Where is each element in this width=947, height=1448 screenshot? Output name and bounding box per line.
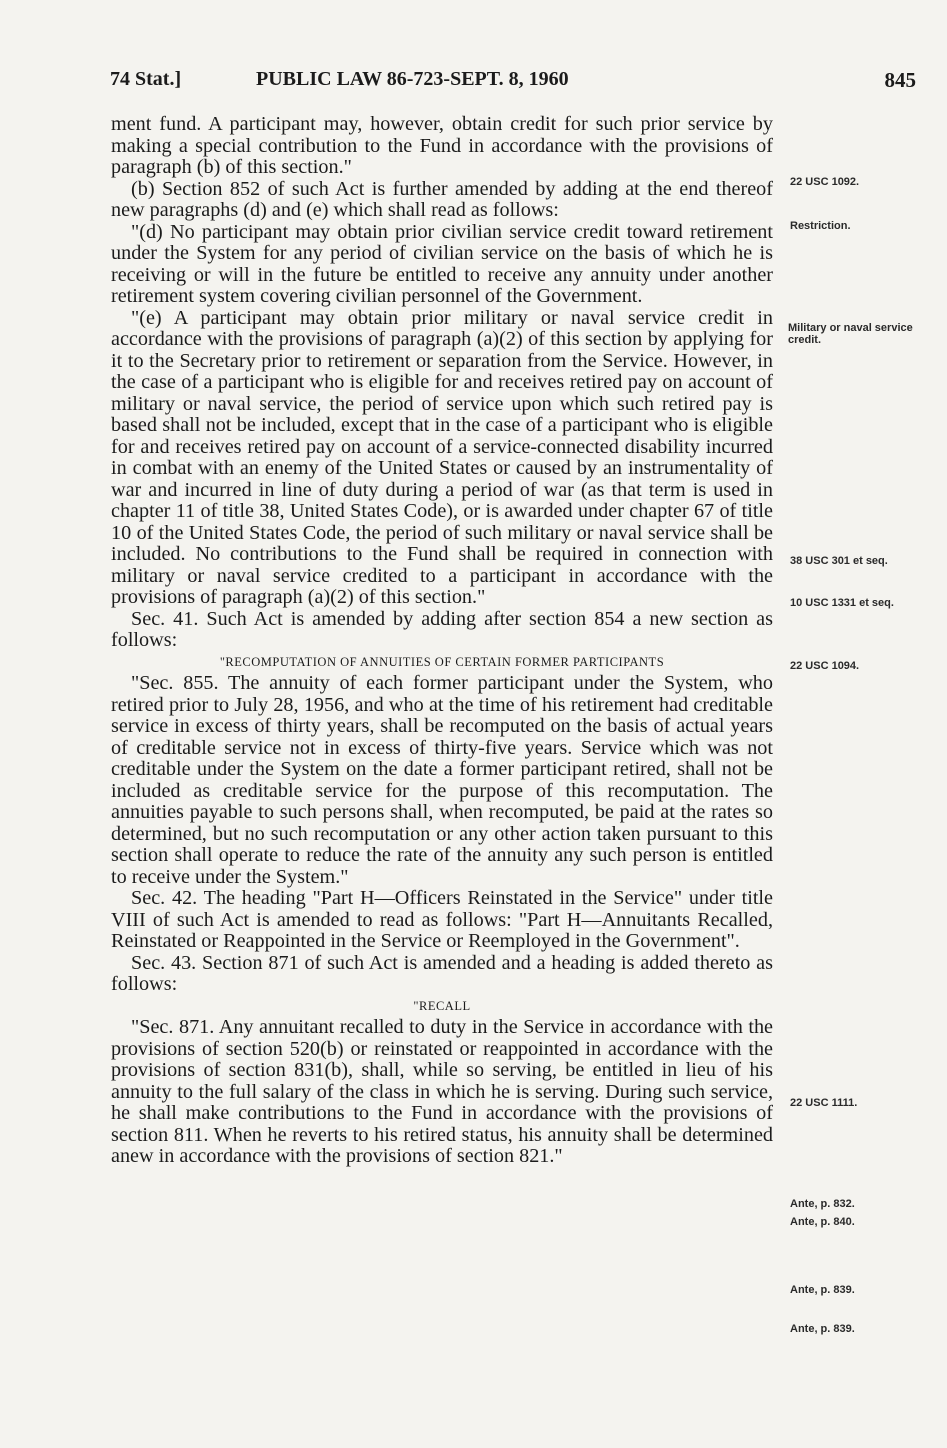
margin-note-ante-839-a: Ante, p. 839. [790,1284,855,1296]
paragraph-continuation: ment fund. A participant may, however, obtain credit for such prior service by making a special contribution to the Fund in accordance with the provisions of paragraph (b) of this section." [111,113,773,178]
margin-note-22-usc-1094: 22 USC 1094. [790,660,860,672]
margin-note-ante-840: Ante, p. 840. [790,1216,855,1228]
margin-note-38-usc-301: 38 USC 301 et seq. [790,555,888,567]
running-title: PUBLIC LAW 86-723-SEPT. 8, 1960 [256,68,569,90]
margin-note-military-service-credit: Military or naval service credit. [788,322,913,346]
margin-note-restriction: Restriction. [790,220,851,232]
heading-recomputation: "RECOMPUTATION OF ANNUITIES OF CERTAIN FORMER PARTICIPANTS [219,654,665,669]
statute-volume: 74 Stat.] [110,68,182,90]
heading-recall: "RECALL [413,998,471,1013]
paragraph-e: "(e) A participant may obtain prior military or naval service credit in accordance with the provisions of paragraph (a)(2) of this section by applying for it to the Secretary prior to retirement or separation from the Service. However, in the case of a participant who is eligible for and receives retired pay on account of military or naval service, the period of service upon which such retired pay is based shall not be included, except that in the case of a participant who is eligible for and receives retired pay on account of a service-connected disability incurred in combat with an enemy of the United States or caused by an instrumentality of war and incurred in line of duty during a period of war (as that term is used in chapter 11 of title 38, United States Code), or is awarded under chapter 67 of title 10 of the United States Code, the period of such military or naval service shall be included. No contributions to the Fund shall be required in connection with military or naval service credited to a participant in accordance with the provisions of paragraph (a)(2) of this section." [111,306,773,608]
margin-note-ante-832: Ante, p. 832. [790,1198,855,1210]
section-43: Sec. 43. Section 871 of such Act is amended and a heading is added thereto as follows: [111,951,773,995]
margin-note-10-usc-1331: 10 USC 1331 et seq. [790,597,894,609]
section-42: Sec. 42. The heading "Part H—Officers Reinstated in the Service" under title VIII of such Act is amended to read as follows: "Part H—Annuitants Recalled, Reinstated or Reappointed in the Service or Reemployed in the Government". [111,887,773,952]
section-871: "Sec. 871. Any annuitant recalled to duty in the Service in accordance with the provisions of section 520(b) or reinstated or reappointed in accordance with the provisions of section 831(b), shall, while so serving, be entitled in lieu of his annuity to the full salary of the class in which he is serving. During such service, he shall make contributions to the Fund in accordance with the provisions of section 811. When he reverts to his retired status, his annuity shall be determined anew in accordance with the provisions of section 821." [111,1016,773,1167]
paragraph-d: "(d) No participant may obtain prior civilian service credit toward retirement under the System for any period of civilian service on the basis of which he is receiving or will in the future be entitled to receive any annuity under another retirement system covering civilian personnel of the Government. [111,220,773,307]
paragraph-subsection-b: (b) Section 852 of such Act is further amended by adding at the end thereof new paragraphs (d) and (e) which shall read as follows: [111,177,773,221]
main-text [111,114,773,1168]
page-header [110,68,916,98]
margin-note-ante-839-b: Ante, p. 839. [790,1323,855,1335]
margin-note-22-usc-1111: 22 USC 1111. [790,1097,858,1109]
margin-note-22-usc-1092: 22 USC 1092. [790,176,860,188]
section-855: "Sec. 855. The annuity of each former participant under the System, who retired prior to July 28, 1956, and who at the time of his retirement had creditable service in excess of thirty years, shall be recomputed on the basis of actual years of creditable service not in excess of thirty-five years. Service which was not creditable under the System on the date a former participant retired, shall not be included as creditable service for the purpose of this recomputation. The annuities payable to such persons shall, when recomputed, be paid at the rates so determined, but no such recomputation or any other action taken pursuant to this section shall operate to reduce the rate of the annuity any such person is entitled to receive under the System." [111,672,773,888]
section-41: Sec. 41. Such Act is amended by adding after section 854 a new section as follows: [111,607,773,651]
page-number: 845 [884,68,916,92]
